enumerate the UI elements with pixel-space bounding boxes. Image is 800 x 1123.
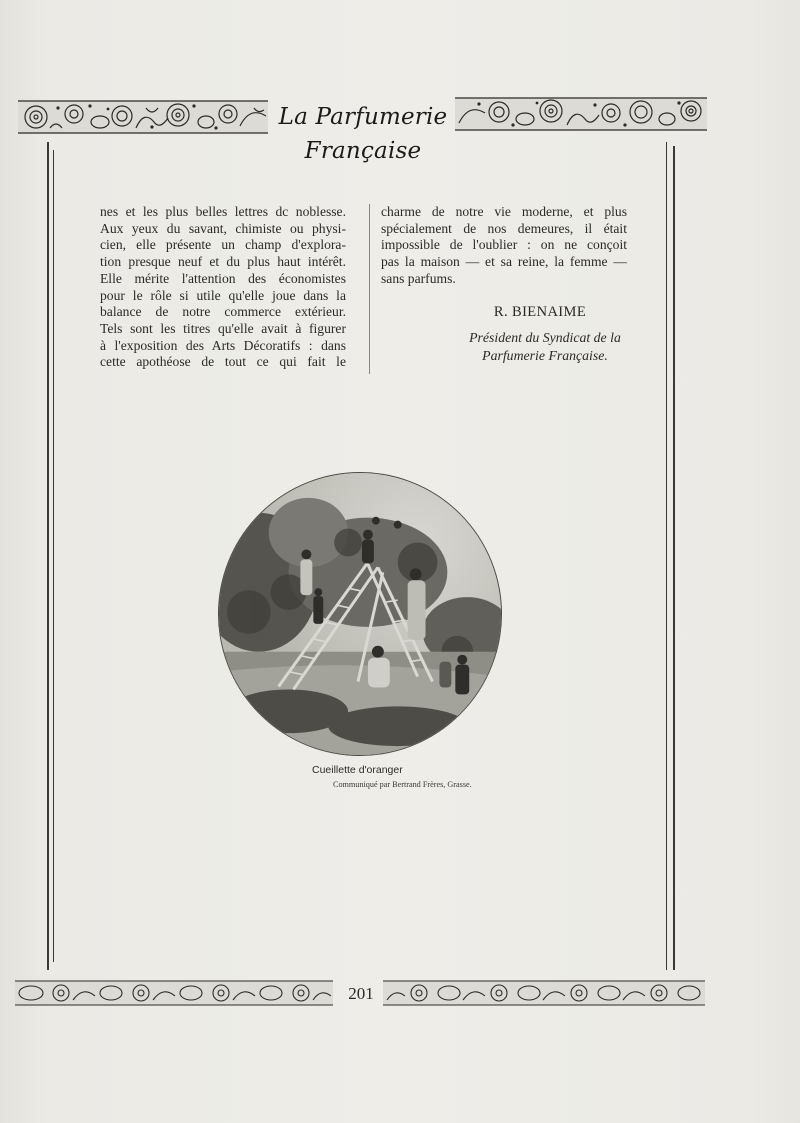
text-line: cien, elle présente un champ d'explora- [100, 237, 346, 253]
text-line: pas la maison — et sa reine, la femme — [381, 254, 627, 270]
photo-credit: Communiqué par Bertrand Frères, Grasse. [333, 780, 472, 789]
text-line: à l'exposition des Arts Décoratifs : dans [100, 337, 346, 353]
frame-left-rule-outer [47, 142, 49, 970]
signature-title-line-2: Parfumerie Française. [482, 348, 608, 363]
text-line: charme de notre vie moderne, et plus [381, 204, 627, 219]
text-line: balance de notre commerce extérieur. [100, 304, 346, 320]
right-text-column [381, 204, 627, 288]
text-line: Tels sont les titres qu'elle avait à figurer [100, 320, 346, 336]
text-line: Elle mérite l'attention des économistes [100, 270, 346, 286]
signature-name: R. BIENAIME [493, 304, 587, 320]
text-line: tion presque neuf et du plus haut intérêt. [100, 254, 346, 270]
signature-title-line-1: Président du Syndicat de la [469, 330, 621, 345]
text-line: sans parfums. [381, 270, 456, 286]
text-line: impossible de l'oublier : on ne conçoit [381, 237, 627, 253]
header-ornament-right [455, 97, 707, 131]
journal-title: La Parfumerie Française [278, 104, 448, 164]
page-number: 201 [348, 984, 374, 1003]
text-line: spécialement de nos demeures, il était [381, 220, 627, 236]
text-line: Aux yeux du savant, chimiste ou physi- [100, 220, 346, 236]
text-line: pour le rôle si utile qu'elle joue dans la [100, 287, 346, 303]
text-line: nes et les plus belles lettres dc noblesse. [100, 204, 346, 219]
column-separator [369, 204, 370, 374]
text-line: cette apothéose de tout ce qui fait le [100, 354, 346, 370]
footer-ornament-left [15, 980, 333, 1006]
orange-harvest-photo [218, 472, 502, 756]
frame-right-rule-outer [673, 146, 675, 970]
frame-right-rule-inner [666, 142, 667, 970]
left-text-column [100, 204, 346, 371]
footer-ornament-right [383, 980, 705, 1006]
header-ornament-left [18, 100, 268, 134]
photo-caption: Cueillette d'oranger [312, 764, 403, 776]
frame-left-rule-inner [53, 150, 54, 962]
